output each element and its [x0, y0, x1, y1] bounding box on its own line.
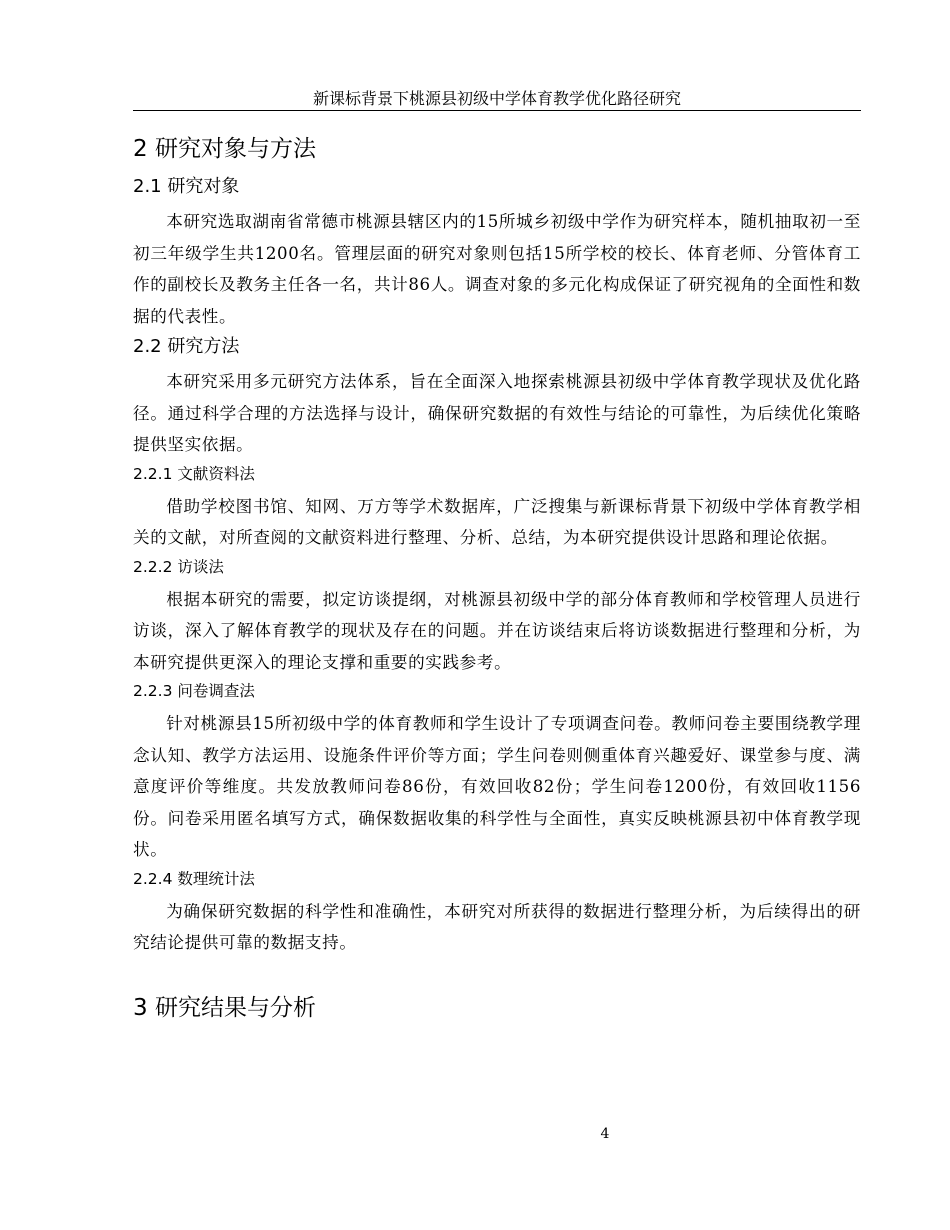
- page-body: [133, 130, 861, 1027]
- section-2-2-3-heading: 2.2.3 问卷调查法: [133, 682, 255, 700]
- section-2-1-heading: 2.1 研究对象: [133, 176, 240, 197]
- page-number: 4: [600, 1126, 610, 1142]
- running-header: 新课标背景下桃源县初级中学体育教学优化路径研究: [312, 89, 681, 108]
- header-divider: [133, 110, 861, 111]
- section-2-2-heading: 2.2 研究方法: [133, 336, 240, 357]
- section-2-2-2-heading: 2.2.2 访谈法: [133, 557, 224, 576]
- section-2-2-4-paragraph: 为确保研究数据的科学性和准确性，本研究对所获得的数据进行整理分析，为后续得出的研究结论提供可靠的数据支持。: [133, 901, 861, 952]
- section-2-2-3-paragraph: 针对桃源县15所初级中学的体育教师和学生设计了专项调查问卷。教师问卷主要围绕教学理念认知、教学方法运用、设施条件评价等方面；学生问卷则侧重体育兴趣爱好、课堂参与度、满意度评价等维度。共发放教师问卷86份，有效回收82份；学生问卷1200份，有效回收1156份。问卷采用匿名填写方式，确保数据收集的科学性与全面性，真实反映桃源县初中体育教学现状。: [133, 714, 861, 859]
- section-2-2-1-paragraph: 借助学校图书馆、知网、万方等学术数据库，广泛搜集与新课标背景下初级中学体育教学相关的文献，对所查阅的文献资料进行整理、分析、总结，为本研究提供设计思路和理论依据。: [133, 496, 861, 547]
- chapter-2-heading: 2 研究对象与方法: [133, 136, 316, 162]
- section-2-2-2-paragraph: 根据本研究的需要，拟定访谈提纲，对桃源县初级中学的部分体育教师和学校管理人员进行访谈，深入了解体育教学的现状及存在的问题。并在访谈结束后将访谈数据进行整理和分析，为本研究提供更深入的理论支撑和重要的实践参考。: [133, 589, 861, 672]
- section-2-2-paragraph: 本研究采用多元研究方法体系，旨在全面深入地探索桃源县初级中学体育教学现状及优化路径。通过科学合理的方法选择与设计，确保研究数据的有效性与结论的可靠性，为后续优化策略提供坚实依据。: [133, 372, 861, 454]
- section-2-2-4-heading: 2.2.4 数理统计法: [133, 869, 255, 888]
- section-2-2-1-heading: 2.2.1 文献资料法: [133, 464, 255, 483]
- chapter-3-heading: 3 研究结果与分析: [133, 994, 316, 1021]
- section-2-1-paragraph: 本研究选取湖南省常德市桃源县辖区内的15所城乡初级中学作为研究样本，随机抽取初一至初三年级学生共1200名。管理层面的研究对象则包括15所学校的校长、体育老师、分管体育工作的副校长及教务主任各一名，共计86人。调查对象的多元化构成保证了研究视角的全面性和数据的代表性。: [133, 212, 861, 326]
